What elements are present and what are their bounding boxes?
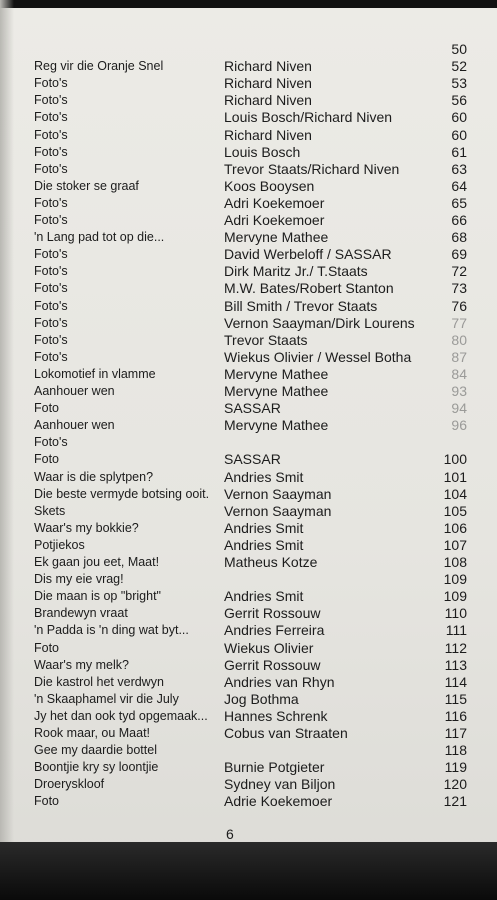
entry-page-number: 111 [445, 622, 467, 639]
page-number: 6 [226, 826, 234, 842]
entry-page-number: 116 [444, 707, 467, 724]
entry-title: Waar's my melk? [34, 657, 129, 672]
entry-author: Louis Bosch/Richard Niven [224, 109, 393, 126]
entry-title: Waar is die splytpen? [34, 469, 154, 484]
entry-author: Cobus van Straaten [224, 725, 348, 741]
entry-title: Foto's [34, 110, 68, 125]
entry-page-number: 107 [443, 536, 467, 553]
toc-entry [0, 690, 497, 708]
toc-entry [0, 314, 497, 332]
toc-entry [0, 228, 497, 246]
entry-title: Foto's [34, 213, 68, 227]
entry-author: Gerrit Rossouw [224, 605, 321, 622]
entry-author: Andries Ferreira [224, 622, 325, 639]
entry-author: Wiekus Olivier [224, 639, 314, 656]
entry-author: Burnie Potgieter [224, 759, 325, 776]
entry-page-number: 105 [443, 502, 467, 519]
entry-page-number: 69 [451, 246, 467, 263]
toc-entry [0, 211, 497, 229]
entry-author: Koos Booysen [224, 177, 315, 194]
entry-page-number: 76 [451, 297, 467, 314]
toc-entry [0, 587, 497, 605]
entry-author: Trevor Staats/Richard Niven [224, 160, 400, 177]
entry-author: Gerrit Rossouw [224, 656, 321, 673]
entry-title: Waar's my bokkie? [34, 520, 139, 535]
toc-entry [0, 639, 497, 657]
entry-title: Die kastrol het verdwyn [34, 674, 164, 689]
entry-page-number: 72 [451, 263, 467, 280]
toc-entry [0, 108, 497, 126]
toc-entry [0, 194, 497, 212]
entry-page-number: 120 [443, 776, 467, 793]
entry-page-number: 52 [451, 58, 467, 75]
toc-entry [0, 91, 497, 109]
toc-entry [0, 621, 497, 639]
toc-entry [0, 262, 497, 280]
entry-author: Hannes Schrenk [224, 707, 328, 724]
toc-entry [0, 604, 497, 622]
entry-title: Droeryskloof [34, 777, 105, 792]
toc-entry [0, 758, 497, 776]
entry-author: David Werbeloff / SASSAR [224, 246, 392, 263]
toc-entry [0, 485, 497, 503]
toc-entry [0, 245, 497, 263]
entry-page-number: 117 [444, 725, 467, 741]
entry-title: Die beste vermyde botsing ooit. [34, 486, 210, 501]
entry-title: Foto's [34, 264, 68, 279]
toc-entry [0, 673, 497, 691]
entry-page-number: 66 [451, 212, 467, 228]
entry-page-number: 106 [443, 519, 467, 536]
entry-title: Reg vir die Oranje Snel [34, 59, 164, 74]
entry-title: Foto's [34, 195, 68, 210]
entry-page-number: 110 [444, 605, 467, 622]
toc-entry [0, 741, 497, 759]
entry-page-number: 108 [443, 554, 467, 570]
entry-author: Andries Smit [224, 468, 304, 485]
entry-author: Sydney van Biljon [224, 776, 336, 793]
entry-author: Vernon Saayman [224, 502, 332, 519]
entry-page-number: 64 [451, 177, 467, 194]
entry-page-number: 60 [451, 109, 467, 126]
entry-title: Foto's [34, 161, 68, 176]
entry-title: Aanhouer wen [34, 418, 115, 433]
entry-page-number: 68 [451, 229, 467, 246]
toc-entry [0, 707, 497, 725]
entry-title: 'n Skaaphamel vir die July [34, 691, 179, 706]
toc-entry [0, 177, 497, 195]
entry-title: Rook maar, ou Maat! [34, 726, 151, 740]
entry-page-number: 84 [451, 365, 467, 382]
entry-title: Gee my daardie bottel [34, 743, 157, 758]
entry-author: Wiekus Olivier / Wessel Botha [224, 348, 412, 365]
entry-title: Die maan is op "bright" [34, 589, 161, 604]
entry-title: Potjiekos [34, 537, 85, 552]
entry-page-number: 121 [443, 793, 467, 810]
toc-entry [0, 40, 497, 58]
entry-author: Richard Niven [224, 92, 312, 109]
entry-title: Foto [34, 401, 60, 416]
entry-page-number: 80 [451, 331, 467, 348]
toc-entry [0, 348, 497, 366]
entry-title: Foto's [34, 144, 68, 159]
entry-title: Foto's [34, 93, 68, 108]
entry-title: 'n Lang pad tot op die... [34, 230, 165, 245]
entry-page-number: 73 [451, 280, 467, 297]
entry-title: Foto's [34, 298, 68, 313]
entry-title: 'n Padda is 'n ding wat byt... [34, 623, 189, 638]
toc-entry [0, 502, 497, 520]
entry-author: Louis Bosch [224, 143, 301, 160]
entry-author: M.W. Bates/Robert Stanton [224, 280, 394, 297]
entry-author: Adri Koekemoer [224, 212, 325, 228]
entry-title: Foto's [34, 247, 68, 262]
toc-entry [0, 433, 497, 451]
entry-title: Foto's [34, 281, 68, 296]
entry-page-number: 50 [451, 41, 467, 57]
entry-author: Bill Smith / Trevor Staats [224, 297, 378, 314]
entry-author: Andries Smit [224, 588, 304, 605]
entry-page-number: 94 [451, 400, 467, 417]
entry-page-number: 109 [443, 571, 467, 588]
entry-page-number: 60 [451, 126, 467, 143]
entry-author: Andries van Rhyn [224, 673, 335, 690]
entry-title: Foto's [34, 435, 68, 450]
entry-title: Foto [34, 452, 60, 467]
toc-entry [0, 775, 497, 793]
toc-entry [0, 656, 497, 674]
entry-title: Lokomotief in vlamme [34, 366, 156, 381]
entry-author: Mervyne Mathee [224, 365, 329, 382]
entry-title: Dis my eie vrag! [34, 572, 124, 587]
toc-entry [0, 57, 497, 75]
entry-page-number: 109 [443, 588, 467, 605]
toc-entry [0, 724, 497, 742]
entry-title: Brandewyn vraat [34, 606, 128, 621]
toc-entry [0, 143, 497, 161]
entry-author: Mervyne Mathee [224, 383, 329, 399]
entry-page-number: 115 [444, 690, 467, 707]
entry-page-number: 112 [444, 639, 467, 656]
entry-author: Matheus Kotze [224, 554, 318, 570]
entry-page-number: 113 [444, 656, 467, 673]
entry-title: Foto's [34, 349, 68, 364]
entry-page-number: 114 [444, 673, 467, 690]
toc-entry [0, 126, 497, 144]
entry-page-number: 77 [451, 314, 467, 331]
entry-author: Andries Smit [224, 519, 304, 536]
entry-title: Foto's [34, 76, 68, 91]
toc-entry [0, 450, 497, 468]
entry-title: Aanhouer wen [34, 384, 115, 398]
toc-entry [0, 792, 497, 810]
entry-page-number: 93 [451, 383, 467, 399]
entry-author: Richard Niven [224, 75, 312, 92]
entry-page-number: 119 [444, 759, 467, 776]
entry-author: Andries Smit [224, 536, 304, 553]
entry-title: Boontjie kry sy loontjie [34, 760, 159, 775]
entry-page-number: 96 [451, 417, 467, 434]
entry-page-number: 56 [451, 92, 467, 109]
toc-entry [0, 160, 497, 178]
toc-entry [0, 536, 497, 554]
toc-entry [0, 279, 497, 297]
entry-title: Ek gaan jou eet, Maat! [34, 555, 160, 569]
top-edge-shadow [0, 0, 497, 8]
entry-author: Jog Bothma [224, 690, 299, 707]
entry-title: Foto's [34, 332, 68, 347]
entry-page-number: 104 [443, 485, 467, 502]
toc-entry [0, 399, 497, 417]
toc-entry [0, 519, 497, 537]
entry-title: Foto's [34, 127, 68, 142]
toc-entry [0, 331, 497, 349]
entry-title: Die stoker se graaf [34, 178, 139, 193]
entry-page-number: 63 [451, 160, 467, 177]
bottom-edge-shadow [0, 842, 497, 900]
toc-entry [0, 74, 497, 92]
entry-author: Adrie Koekemoer [224, 793, 333, 810]
entry-page-number: 118 [444, 742, 467, 759]
entry-page-number: 65 [451, 194, 467, 211]
entry-title: Foto's [34, 315, 68, 330]
entry-author: Trevor Staats [224, 331, 308, 348]
entry-author: Vernon Saayman/Dirk Lourens [224, 314, 415, 331]
entry-author: Mervyne Mathee [224, 229, 329, 246]
entry-author: Richard Niven [224, 126, 312, 143]
entry-page-number: 101 [443, 468, 467, 485]
entry-title: Jy het dan ook tyd opgemaak... [34, 708, 208, 723]
entry-author: Vernon Saayman [224, 485, 332, 502]
entry-author: Adri Koekemoer [224, 194, 325, 211]
entry-page-number: 87 [451, 348, 467, 365]
entry-title: Foto [34, 794, 60, 809]
toc-entry [0, 553, 497, 571]
entry-author: SASSAR [224, 400, 281, 417]
toc-entry [0, 468, 497, 486]
entry-page-number: 100 [443, 451, 467, 468]
entry-author: SASSAR [224, 451, 281, 468]
toc-entry [0, 297, 497, 315]
entry-page-number: 61 [451, 143, 467, 160]
entry-page-number: 53 [451, 75, 467, 92]
entry-author: Richard Niven [224, 58, 312, 75]
toc-entry [0, 365, 497, 383]
toc-entry [0, 416, 497, 434]
toc-entry [0, 570, 497, 588]
entry-title: Skets [34, 503, 66, 518]
entry-author: Dirk Maritz Jr./ T.Staats [224, 263, 368, 280]
entry-author: Mervyne Mathee [224, 417, 329, 434]
entry-title: Foto [34, 640, 60, 655]
toc-entry [0, 382, 497, 400]
